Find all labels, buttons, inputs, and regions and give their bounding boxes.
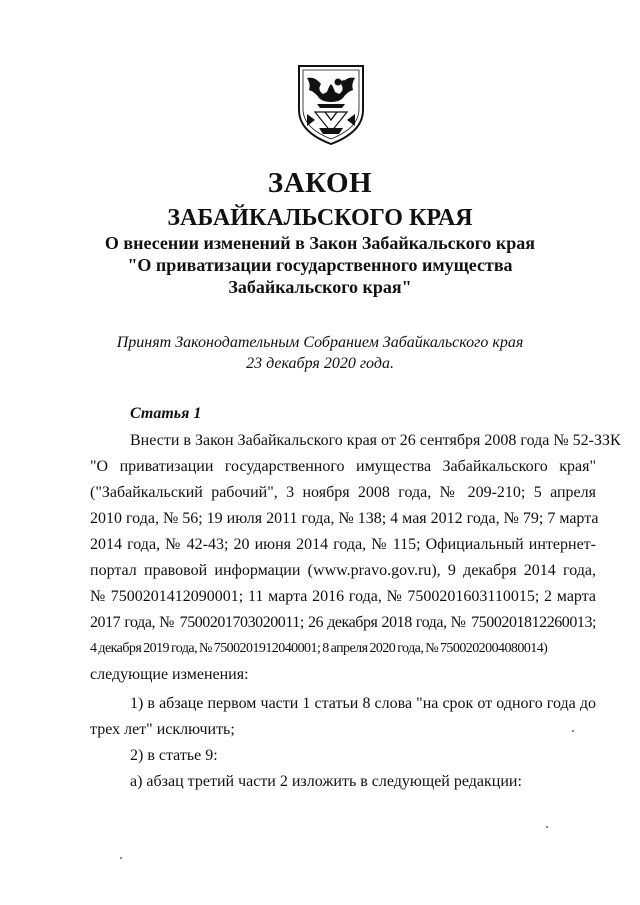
scan-speck — [120, 857, 122, 859]
law-subject-line-2: "О приватизации государственного имущества — [127, 255, 513, 275]
law-subject-line-1: О внесении изменений в Закон Забайкальского края — [104, 233, 536, 253]
article-text-line: 2014 года, № 42-43; 20 июня 2014 года, № 115; Официальный интернет- — [90, 536, 596, 553]
article-text-line: 2017 года, № 7500201703020011; 26 декабря 2018 года, № 7500201812260013; — [90, 614, 596, 631]
adoption-note-line-1: Принят Законодательным Собранием Забайкальского края — [116, 334, 524, 351]
scan-speck — [572, 730, 574, 732]
article-text-line: 4 декабря 2019 года, № 7500201912040001; 8 апреля 2020 года, № 7500202004080014) — [90, 641, 548, 656]
amendment-item-2: 2) в статье 9: — [130, 747, 218, 764]
law-subject-line-3: Забайкальского края" — [228, 277, 412, 297]
coat-of-arms-emblem — [293, 62, 369, 146]
article-text-line: 2010 года, № 56; 19 июля 2011 года, № 138; 4 мая 2012 года, № 79; 7 марта — [90, 510, 599, 527]
article-text-line: портал правовой информации (www.pravo.gov.ru), 9 декабря 2014 года, — [90, 562, 596, 579]
amendment-item-2a: а) абзац третий части 2 изложить в следующей редакции: — [130, 773, 522, 790]
adoption-date: 23 декабря 2020 года. — [246, 355, 394, 372]
document-region: ЗАБАЙКАЛЬСКОГО КРАЯ — [167, 205, 473, 231]
article-text-line: следующие изменения: — [90, 666, 249, 683]
amendment-item-1-continued: трех лет" исключить; — [90, 721, 235, 738]
article-heading: Статья 1 — [130, 405, 202, 422]
article-text-line: "О приватизации государственного имущества Забайкальского края" — [90, 458, 596, 475]
document-title: ЗАКОН — [267, 167, 373, 199]
article-text-line: № 7500201412090001; 11 марта 2016 года, № 7500201603110015; 2 марта — [90, 588, 596, 605]
amendment-item-1: 1) в абзаце первом части 1 статьи 8 слова "на срок от одного года до — [130, 695, 596, 712]
scan-speck — [546, 826, 548, 828]
article-text-line: ("Забайкальский рабочий", 3 ноября 2008 года, № 209-210; 5 апреля — [90, 484, 596, 501]
article-text-line: Внести в Закон Забайкальского края от 26 сентября 2008 года № 52-ЗЗК — [130, 432, 621, 449]
